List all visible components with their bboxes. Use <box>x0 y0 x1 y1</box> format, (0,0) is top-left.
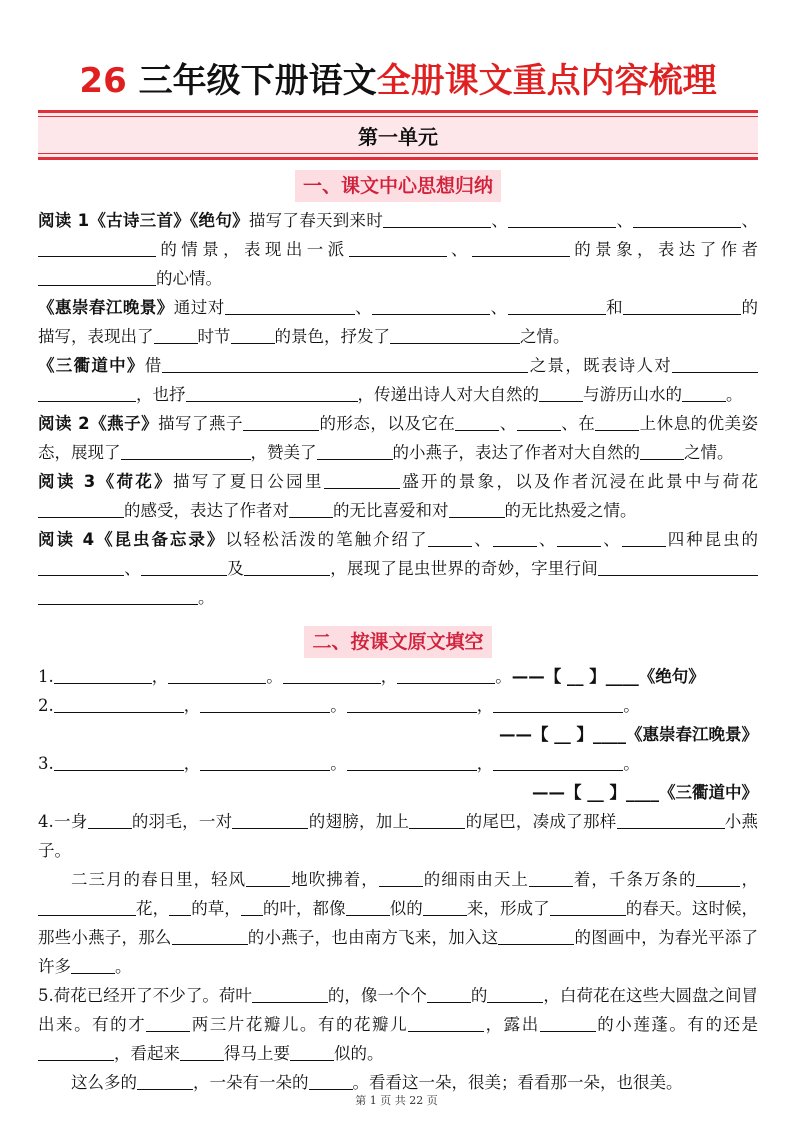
blank[interactable] <box>472 238 570 257</box>
summary-paragraph-3: 《三衢道中》借 之景，既表诗人对，也抒 ，传递出诗人对大自然的 与游历山水的 。 <box>38 351 758 409</box>
blank[interactable] <box>88 810 132 829</box>
blank[interactable] <box>121 441 251 460</box>
blank[interactable] <box>38 897 136 916</box>
blank[interactable] <box>372 296 490 315</box>
blank[interactable] <box>347 752 477 771</box>
title-red-part: 全册课文重点内容梳理 <box>376 61 717 101</box>
blank[interactable] <box>324 470 400 489</box>
blank[interactable] <box>54 694 184 713</box>
worksheet-page <box>38 58 758 1097</box>
blank[interactable] <box>397 665 495 684</box>
blank[interactable] <box>428 528 472 547</box>
blank[interactable] <box>493 694 623 713</box>
fill-question-2: 2. ， 。 ， 。 <box>38 696 640 715</box>
blank[interactable] <box>225 296 355 315</box>
summary-paragraph-1: 阅读 1《古诗三首》《绝句》描写了春天到来时 、 、 、的情景，表现出一派 、 的景象，表达了作者的心情。 <box>38 211 759 288</box>
blank[interactable] <box>696 868 740 887</box>
unit-title: 第一单元 <box>358 125 438 149</box>
blank[interactable] <box>168 665 266 684</box>
fill-question-5: 5.荷花已经开了不少了。荷叶 的，像一个个 的 ，白荷花在这些大圆盘之间冒出来。有的才 两三片花瓣儿。有的花瓣儿 ，露出 的小莲蓬。有的还是，看起来 得马上要 似的。 <box>38 986 759 1063</box>
blank[interactable] <box>623 296 741 315</box>
blank[interactable] <box>408 1013 484 1032</box>
blank[interactable] <box>539 383 583 402</box>
blank[interactable] <box>54 752 184 771</box>
blank[interactable] <box>517 412 561 431</box>
blank[interactable] <box>508 296 606 315</box>
blank[interactable] <box>540 1013 596 1032</box>
blank[interactable] <box>252 984 328 1003</box>
blank[interactable] <box>672 354 758 373</box>
page-footer: 第 1 页 共 22 页 <box>355 1094 438 1107</box>
blank[interactable] <box>347 694 477 713</box>
section-heading-fill-in: 二、按课文原文填空 <box>304 626 491 658</box>
blank[interactable] <box>283 665 381 684</box>
title-black-part: 三年级下册语文 <box>138 61 377 101</box>
blank[interactable] <box>349 238 447 257</box>
title-number: 26 <box>79 61 127 101</box>
blank[interactable] <box>529 868 573 887</box>
blank[interactable] <box>557 528 601 547</box>
blank[interactable] <box>232 810 308 829</box>
blank[interactable] <box>38 267 156 286</box>
fill-question-5-passage: 这么多的 ，一朵有一朵的 。看看这一朵，很美；看看那一朵，也很美。 <box>71 1073 683 1092</box>
blank[interactable] <box>200 694 330 713</box>
section-heading-summary: 一、课文中心思想归纳 <box>295 170 501 202</box>
blank[interactable] <box>243 412 319 431</box>
blank[interactable] <box>241 897 263 916</box>
blank[interactable] <box>38 1042 114 1061</box>
summary-paragraph-5: 阅读 3《荷花》描写了夏日公园里 盛开的景象，以及作者沉浸在此景中与荷花的感受，表达了作者对 的无比喜爱和对 的无比热爱之情。 <box>38 472 759 520</box>
blank[interactable] <box>622 528 666 547</box>
summary-paragraph-6: 阅读 4《昆虫备忘录》以轻松活泼的笔触介绍了 、 、 、 四种昆虫的、 及 ，展现了昆虫世界的奇妙，字里行间。 <box>38 530 759 607</box>
blank[interactable] <box>487 984 543 1003</box>
fill-question-4: 4.一身 的羽毛，一对 的翅膀，加上 的尾巴，凑成了那样 小燕子。 <box>38 812 759 860</box>
blank[interactable] <box>427 984 471 1003</box>
blank[interactable] <box>598 557 758 576</box>
blank[interactable] <box>309 1071 353 1090</box>
blank[interactable] <box>550 897 626 916</box>
blank[interactable] <box>231 325 275 344</box>
blank[interactable] <box>162 354 528 373</box>
blank[interactable] <box>449 499 505 518</box>
blank[interactable] <box>493 752 623 771</box>
blank[interactable] <box>244 557 330 576</box>
summary-paragraph-2: 《惠崇春江晚景》通过对 、 、 和 的描写，表现出了 时节 的景色，抒发了 之情。 <box>38 298 759 346</box>
blank[interactable] <box>172 926 248 945</box>
blank[interactable] <box>38 586 198 605</box>
blank[interactable] <box>379 868 423 887</box>
fill-question-3: 3. ， 。 ， 。 <box>38 754 640 773</box>
blank[interactable] <box>186 383 358 402</box>
blank[interactable] <box>633 209 741 228</box>
blank[interactable] <box>71 955 115 974</box>
unit-header-bar <box>38 110 758 160</box>
blank[interactable] <box>640 441 684 460</box>
blank[interactable] <box>595 412 639 431</box>
blank[interactable] <box>498 926 574 945</box>
blank[interactable] <box>38 499 124 518</box>
blank[interactable] <box>180 1042 224 1061</box>
blank[interactable] <box>682 383 726 402</box>
blank[interactable] <box>409 810 465 829</box>
blank[interactable] <box>346 897 390 916</box>
blank[interactable] <box>154 325 198 344</box>
blank[interactable] <box>508 209 616 228</box>
blank[interactable] <box>38 557 124 576</box>
blank[interactable] <box>38 383 136 402</box>
blank[interactable] <box>493 528 537 547</box>
blank[interactable] <box>169 897 191 916</box>
blank[interactable] <box>200 752 330 771</box>
blank[interactable] <box>423 897 467 916</box>
fill-question-2-source: ——【 __ 】____《惠崇春江晚景》 <box>499 725 758 744</box>
blank[interactable] <box>455 412 499 431</box>
blank[interactable] <box>383 209 491 228</box>
blank[interactable] <box>617 810 725 829</box>
blank[interactable] <box>141 557 227 576</box>
fill-question-3-source: ——【 __ 】____《三衢道中》 <box>532 783 758 802</box>
blank[interactable] <box>317 441 393 460</box>
blank[interactable] <box>146 1013 190 1032</box>
blank[interactable] <box>137 1071 193 1090</box>
blank[interactable] <box>54 665 152 684</box>
blank[interactable] <box>246 868 290 887</box>
summary-paragraph-4: 阅读 2《燕子》描写了燕子 的形态，以及它在 、 、在 上休息的优美姿态，展现了 ，赞美了 的小燕子，表达了作者对大自然的 之情。 <box>38 414 759 462</box>
page-title <box>38 58 758 104</box>
blank[interactable] <box>390 325 520 344</box>
fill-question-1: 1. ， 。 ， 。——【 __ 】____《绝句》 <box>38 667 705 686</box>
blank[interactable] <box>289 499 333 518</box>
fill-question-4-passage: 二三月的春日里，轻风 地吹拂着， 的细雨由天上 着，千条万条的 ，花， 的草， 的叶，都像 似的 来，形成了 的春天。这时候，那些小燕子，那么 的小燕子，也由南方飞来，加入这 的图画中，为春光平添了许多 。 <box>38 870 759 976</box>
blank[interactable] <box>290 1042 334 1061</box>
blank[interactable] <box>38 238 156 257</box>
